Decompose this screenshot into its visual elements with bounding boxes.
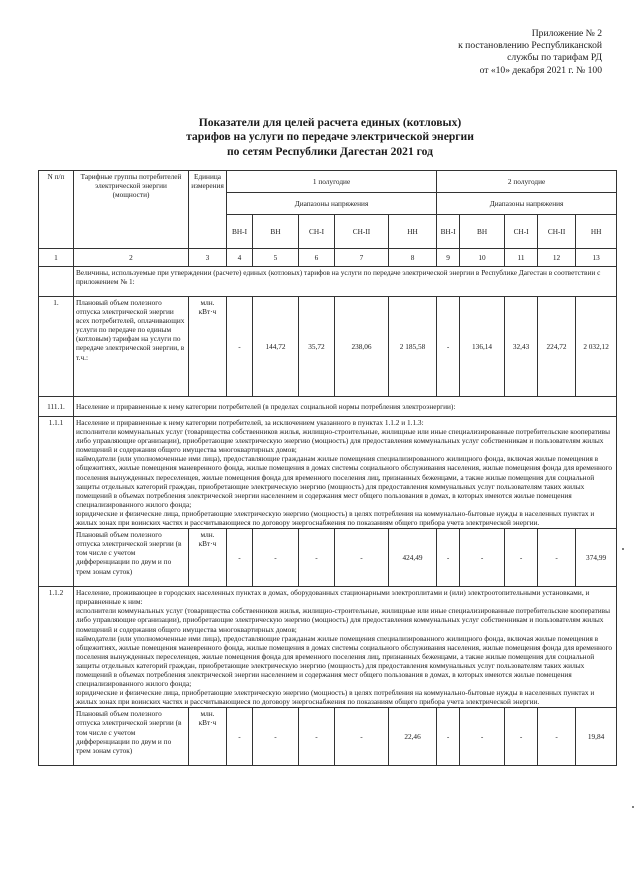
value-cell: - — [299, 708, 335, 766]
value-cell: - — [437, 529, 460, 587]
col-number: 3 — [189, 249, 227, 267]
table-row — [39, 417, 617, 529]
header-level: НН — [576, 215, 617, 249]
value-cell: 2 185,58 — [389, 297, 437, 397]
table-row — [39, 529, 617, 587]
table-row — [39, 587, 617, 708]
title-line: по сетям Республики Дагестан 2021 год — [227, 144, 433, 158]
row-unit: млн. кВт·ч — [189, 708, 227, 766]
appendix-line: Приложение № 2 — [531, 28, 602, 39]
plan-label: Плановый объем полезного отпуска электрической энергии (в том числе с учетом дифференциации по двум и по трем зонам суток) — [74, 529, 189, 587]
header-level: ВН — [253, 215, 299, 249]
header-level: НН — [389, 215, 437, 249]
value-cell: 19,84 — [576, 708, 617, 766]
row-unit: млн. кВт·ч — [189, 529, 227, 587]
col-number: 10 — [460, 249, 505, 267]
row-num: 1.1.1 — [39, 417, 74, 587]
value-cell: - — [253, 708, 299, 766]
header-unit: Единица измерения — [189, 171, 227, 249]
value-cell: - — [227, 708, 253, 766]
plan-label: Плановый объем полезного отпуска электрической энергии (в том числе с учетом дифференциации по двум и по трем зонам суток) — [74, 708, 189, 766]
header-level: СН-I — [299, 215, 335, 249]
value-cell: 136,14 — [460, 297, 505, 397]
col-number: 7 — [335, 249, 389, 267]
scan-speck — [622, 548, 624, 550]
row-num: 1.1.2 — [39, 587, 74, 766]
header-ranges-1: Диапазоны напряжения — [227, 193, 437, 215]
table-row — [39, 708, 617, 766]
col-number: 9 — [437, 249, 460, 267]
row-unit: млн. кВт·ч — [189, 297, 227, 397]
header-level: ВН-I — [437, 215, 460, 249]
col-number: 13 — [576, 249, 617, 267]
col-number: 5 — [253, 249, 299, 267]
value-cell: - — [335, 529, 389, 587]
value-cell: - — [335, 708, 389, 766]
value-cell: - — [253, 529, 299, 587]
value-cell: - — [460, 529, 505, 587]
value-cell: 424,49 — [389, 529, 437, 587]
document-title — [60, 116, 600, 159]
header-ranges-2: Диапазоны напряжения — [437, 193, 617, 215]
header-level: СН-I — [505, 215, 538, 249]
value-cell: 374,99 — [576, 529, 617, 587]
header-num: N п/п — [39, 171, 74, 249]
row-num: 1. — [39, 297, 74, 397]
tariff-indicators-table — [38, 170, 617, 766]
section-heading: Население и приравненные к нему категории потребителей (в пределах социальной нормы потребления электроэнергии): — [74, 397, 617, 417]
value-cell: - — [460, 708, 505, 766]
col-number: 1 — [39, 249, 74, 267]
value-cell: - — [227, 297, 253, 397]
row-label: Плановый объем полезного отпуска электрической энергии всех потребителей, оплачивающих услуги по передаче по единым (котловым) тарифам на услуги по передаче электрической энергии, в т.ч.: — [74, 297, 189, 397]
value-cell: 35,72 — [299, 297, 335, 397]
col-number: 4 — [227, 249, 253, 267]
col-number: 8 — [389, 249, 437, 267]
header-level: СН-II — [335, 215, 389, 249]
value-cell: - — [505, 708, 538, 766]
value-cell: 2 032,12 — [576, 297, 617, 397]
column-number-row — [39, 249, 617, 267]
value-cell: - — [538, 529, 576, 587]
col-number: 6 — [299, 249, 335, 267]
value-cell: 144,72 — [253, 297, 299, 397]
header-half-2: 2 полугодие — [437, 171, 617, 193]
value-cell: - — [227, 529, 253, 587]
header-level: СН-II — [538, 215, 576, 249]
header-level: ВН — [460, 215, 505, 249]
appendix-reference — [402, 28, 602, 77]
row-num: 111.1. — [39, 397, 74, 417]
category-description: Население, проживающее в городских населенных пунктах в домах, оборудованных стационарными электроплитами и (или) электроотопительными установками, и приравненные к ним: исполнители коммунальных услуг (товарищества собственников жилья, жилищно-строительные, жилищные или иные специализированные потребительские кооперативы либо управляющие организации), приобретающие электрическую энергию (мощность) для предоставления коммунальных услуг собственникам и пользователям жилых помещений и содержания общего имущества многоквартирных домов; наймодатели (или уполномоченные ими лица), предоставляющие гражданам жилые помещения специализированного жилищного фонда, включая жилые помещения в общежитиях, жилые помещения маневренного фонда, жилые помещения в домах системы социального обслуживания населения, жилые помещения фонда для временного поселения вынужденных переселенцев, жилые помещения фонда для временного поселения лиц, признанных беженцами, а также жилые помещения для социальной защиты отдельных категорий граждан, приобретающие электрическую энергию (мощность) для предоставления коммунальных услуг пользователям таких жилых помещений в объемах потребления электрической энергии населением и содержания мест общего пользования в домах, в которых имеются жилые помещения специализированного жилого фонда; юридические и физические лица, приобретающие электрическую энергию (мощность) в целях потребления на коммунально-бытовые нужды в населенных пунктах и жилых зонах при воинских частях и рассчитывающиеся по договору энергоснабжения по показаниям общего прибора учета электрической энергии. — [74, 587, 617, 708]
title-line: тарифов на услуги по передаче электрической энергии — [186, 130, 474, 144]
header-half-1: 1 полугодие — [227, 171, 437, 193]
title-line: Показатели для целей расчета единых (котловых) — [198, 116, 462, 129]
header-level: ВН-I — [227, 215, 253, 249]
empty-cell — [39, 267, 74, 297]
value-cell: - — [538, 708, 576, 766]
section-intro: Величины, используемые при утверждении (расчете) единых (котловых) тарифов на услуги по передаче электрической энергии в Республике Дагестан в соответствии с приложением № 1: — [74, 267, 617, 297]
value-cell: - — [505, 529, 538, 587]
scan-speck — [632, 806, 634, 808]
value-cell: - — [437, 708, 460, 766]
appendix-line: службы по тарифам РД — [507, 52, 602, 64]
appendix-line: от «10» декабря 2021 г. № 100 — [479, 64, 602, 76]
col-number: 11 — [505, 249, 538, 267]
value-cell: - — [437, 297, 460, 397]
value-cell: 224,72 — [538, 297, 576, 397]
value-cell: - — [299, 529, 335, 587]
category-description: Население и приравненные к нему категории потребителей, за исключением указанного в пунктах 1.1.2 и 1.1.3: исполнители коммунальных услуг (товарищества собственников жилья, жилищно-строительные, жилищные или иные специализированные потребительские кооперативы либо управляющие организации), приобретающие электрическую энергию (мощность) для предоставления коммунальных услуг собственникам и пользователям жилых помещений и содержания общего имущества многоквартирных домов; наймодатели (или уполномоченные ими лица), предоставляющие гражданам жилые помещения специализированного жилищного фонда, включая жилые помещения в общежитиях, жилые помещения маневренного фонда, жилые помещения в домах системы социального обслуживания населения, жилые помещения фонда для временного поселения вынужденных переселенцев, жилые помещения фонда для временного поселения лиц, признанных беженцами, а также жилые помещения для социальной защиты отдельных категорий граждан, приобретающие электрическую энергию (мощность) для предоставления коммунальных услуг пользователям таких жилых помещений в объемах потребления электрической энергии населением и содержания мест общего пользования в домах, в которых имеются жилые помещения специализированного жилого фонда; юридические и физические лица, приобретающие электрическую энергию (мощность) в целях потребления на коммунально-бытовые нужды в населенных пунктах и жилых зонах при воинских частях и рассчитывающиеся по договору энергоснабжения по показаниям общего прибора учета электрической энергии. — [74, 417, 617, 529]
col-number: 2 — [74, 249, 189, 267]
value-cell: 238,06 — [335, 297, 389, 397]
value-cell: 32,43 — [505, 297, 538, 397]
table-row — [39, 297, 617, 397]
appendix-line: к постановлению Республиканской — [458, 40, 602, 52]
col-number: 12 — [538, 249, 576, 267]
value-cell: 22,46 — [389, 708, 437, 766]
header-groups: Тарифные группы потребителей электрической энергии (мощности) — [74, 171, 189, 249]
